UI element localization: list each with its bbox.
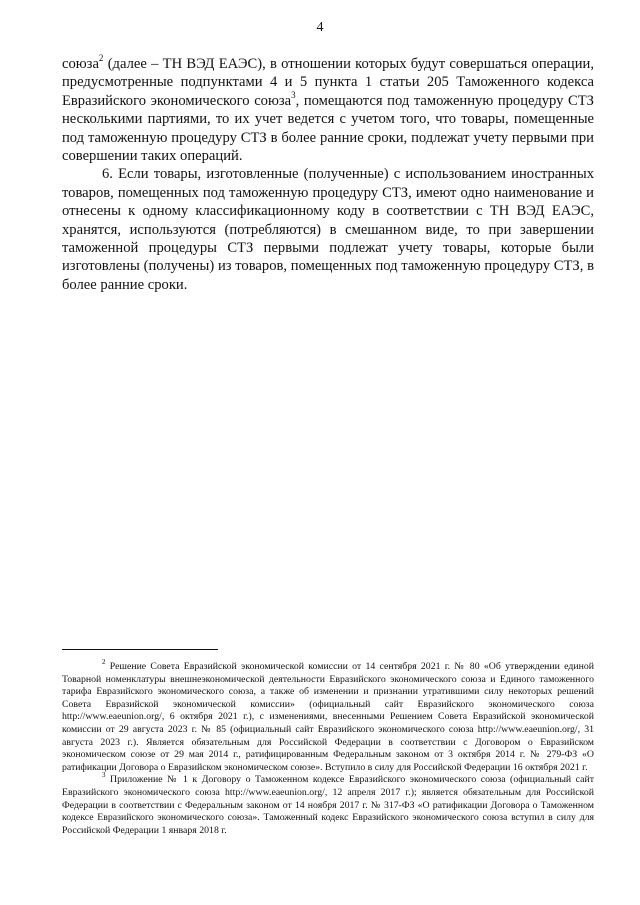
paragraph-5-continuation (62, 55, 594, 165)
footnote-3 (62, 771, 594, 837)
footnote-divider (62, 649, 218, 650)
footnote-ref-3: 3 (291, 89, 296, 100)
paragraph-text: (далее – ТН ВЭД ЕАЭС), в отношении которых будут совершаться операции, предусмотренные подпунктами 4 и 5 пункта 1 статьи 205 Таможенного кодекса Евразийского экономического союза (62, 56, 594, 109)
paragraph-text: , помещаются под таможенную процедуру СТЗ несколькими партиями, то их учет ведется с учетом того, что товары, помещенные под таможенную процедуру СТЗ в более ранние сроки, подлежат учету первыми при совершении таких операций. (62, 92, 594, 165)
footnote-2 (62, 657, 594, 774)
page-number: 4 (316, 20, 324, 35)
footnotes (62, 657, 594, 837)
footnote-text: Решение Совета Евразийской экономической комиссии от 14 сентября 2021 г. № 80 «Об утверждении единой Товарной номенклатуры внешнеэкономической деятельности Евразийского экономического союза и Единого таможенного тарифа Евразийского экономического союза, а также об изменении и признании утратившими силу некоторых решений Совета Евразийской экономической комиссии» (официальный сайт Евразийского экономического союза http://www.eaeunion.org/, 6 октября 2021 г.), с изменениями, внесенными Решением Совета Евразийской экономической комиссии от 29 августа 2023 г. № 85 (официальный сайт Евразийского экономического союза http://www.eaeunion.org/, 31 августа 2023 г.). Является обязательным для Российской Федерации в соответствии с Договором о Евразийском экономическом союзе от 29 мая 2014 г., ратифицированным Федеральным законом от 3 октября 2014 г. № 279-ФЗ «О ратификации Договора о Евразийском экономическом союзе». Вступило в силу для Российской Федерации 16 октября 2021 г. (62, 661, 594, 773)
paragraph-6: 6. Если товары, изготовленные (полученные) с использованием иностранных товаров, помещенных под таможенную процедуру СТЗ, имеют одно наименование и отнесены к одному классификационному коду в соответствии с ТН ВЭД ЕАЭС, хранятся, используются (потребляются) в смешанном виде, то при завершении таможенной процедуры СТЗ первыми подлежат учету товары, которые были изготовлены (получены) из товаров, помещенных под таможенную процедуру СТЗ, в более ранние сроки. (62, 166, 594, 293)
footnote-ref-2: 2 (98, 53, 104, 64)
footnote-mark: 2 (102, 657, 106, 666)
footnote-text: Приложение № 1 к Договору о Таможенном кодексе Евразийского экономического союза (официальный сайт Евразийского экономического союза http://www.eaeunion.org/, 12 апреля 2017 г.); является обязательным для Российской Федерации в соответствии с Федеральным законом от 14 ноября 2017 г. № 317-ФЗ «О ратификации Договора о Таможенном кодексе Евразийского экономического союза». Таможенный кодекс Евразийского экономического союза вступил в силу для Российской Федерации 1 января 2018 г. (62, 774, 594, 836)
footnote-mark: 3 (102, 771, 106, 780)
main-text (62, 55, 594, 294)
paragraph-text: союза (62, 56, 99, 72)
